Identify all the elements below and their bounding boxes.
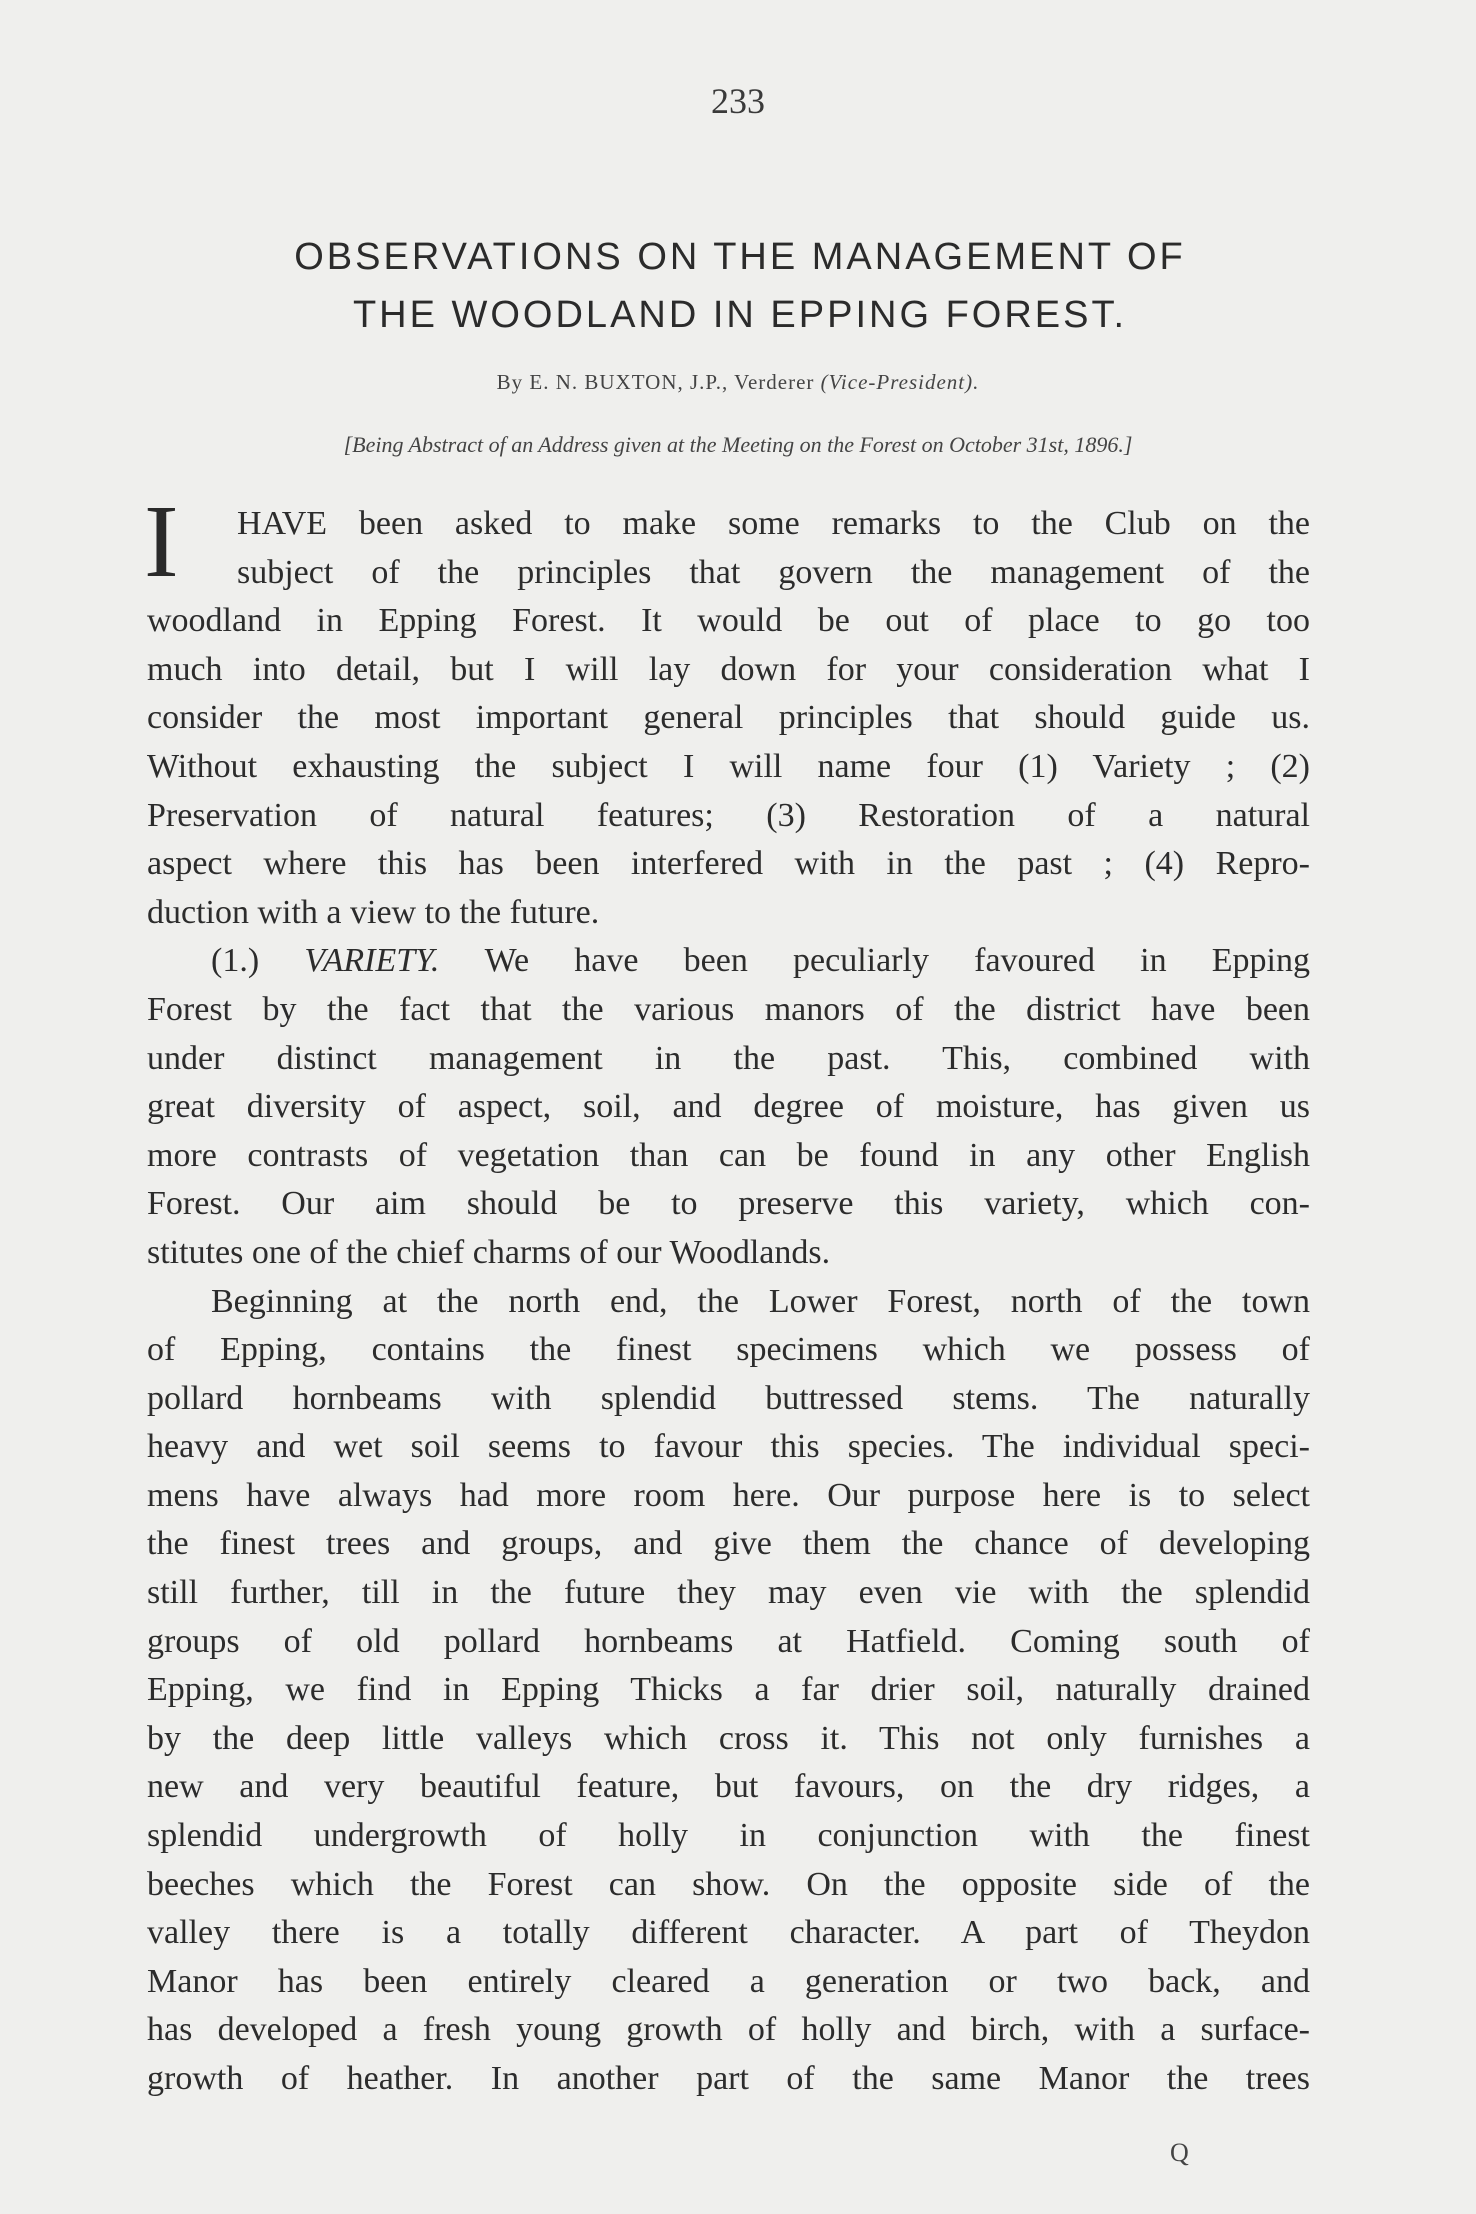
drop-cap: I: [144, 484, 179, 599]
text-line: [147, 937, 1310, 986]
epping-paragraph: [147, 1278, 1310, 2104]
text-line: subject of the principles that govern the management of the: [237, 553, 1310, 591]
text-line: duction with a view to the future.: [147, 893, 600, 931]
text-line: Forest by the fact that the various manors of the district have been: [147, 990, 1310, 1028]
text-line: HAVE been asked to make some remarks to the Club on the: [237, 505, 1310, 542]
text-line: stitutes one of the chief charms of our Woodlands.: [147, 1233, 831, 1271]
text-line: heavy and wet soil seems to favour this species. The individual speci-: [147, 1428, 1310, 1466]
section-number: (1.): [211, 942, 305, 980]
text-line: of Epping, contains the finest specimens which we possess of: [147, 1331, 1310, 1369]
page-number: 233: [711, 81, 765, 121]
text-line: under distinct management in the past. This, combined with: [147, 1039, 1310, 1077]
address-note: [Being Abstract of an Address given at the Meeting on the Forest on October 31st, 1896.]: [343, 432, 1133, 457]
text-line: by the deep little valleys which cross it. This not only furnishes a: [147, 1719, 1310, 1757]
text-line: still further, till in the future they may even vie with the splendid: [147, 1574, 1310, 1612]
text-line: has developed a fresh young growth of holly and birch, with a surface-: [147, 2011, 1310, 2049]
text-line: Without exhausting the subject I will name four (1) Variety ; (2): [147, 747, 1310, 785]
variety-paragraph: [147, 937, 1310, 1277]
first-paragraph: [144, 484, 1310, 937]
article-title-line-2: THE WOODLAND IN EPPING FOREST.: [352, 294, 1128, 336]
text-line: groups of old pollard hornbeams at Hatfield. Coming south of: [147, 1622, 1310, 1660]
author-role: (Vice-President).: [820, 370, 980, 394]
body-text: [144, 484, 1311, 2104]
text-line: growth of heather. In another part of the same Manor the trees: [147, 2060, 1310, 2097]
text-line: Epping, we find in Epping Thicks a far drier soil, naturally drained: [147, 1671, 1310, 1709]
text-line: the finest trees and groups, and give them the chance of developing: [147, 1525, 1310, 1563]
text-line: Preservation of natural features; (3) Restoration of a natural: [147, 796, 1310, 834]
signature-mark: Q: [1170, 2138, 1189, 2167]
text-line: woodland in Epping Forest. It would be out of place to go too: [147, 602, 1310, 640]
text-line: valley there is a totally different character. A part of Theydon: [147, 1914, 1310, 1952]
text-line: new and very beautiful feature, but favours, on the dry ridges, a: [147, 1768, 1310, 1806]
text-line: great diversity of aspect, soil, and degree of moisture, has given us: [147, 1088, 1310, 1126]
text-line: splendid undergrowth of holly in conjunction with the finest: [147, 1817, 1310, 1855]
text-line: beeches which the Forest can show. On the opposite side of the: [147, 1865, 1310, 1903]
text-line: pollard hornbeams with splendid buttressed stems. The naturally: [147, 1379, 1310, 1417]
author-name: By E. N. BUXTON, J.P., Verderer: [496, 370, 821, 394]
section-text: We have been peculiarly favoured in Epping: [484, 942, 1311, 980]
text-line: Forest. Our aim should be to preserve this variety, which con-: [147, 1185, 1310, 1223]
text-line: consider the most important general principles that should guide us.: [147, 699, 1310, 737]
text-line: much into detail, but I will lay down for your consideration what I: [147, 650, 1310, 688]
text-line: aspect where this has been interfered with in the past ; (4) Repro-: [147, 845, 1310, 883]
section-heading: VARIETY.: [304, 942, 440, 980]
text-line: mens have always had more room here. Our purpose here is to select: [147, 1476, 1310, 1514]
text-line: Manor has been entirely cleared a generation or two back, and: [147, 1962, 1310, 2000]
article-title-line-1: OBSERVATIONS ON THE MANAGEMENT OF: [294, 236, 1186, 278]
article-title: [140, 228, 1340, 344]
author-byline: [0, 370, 1476, 395]
text-line: Beginning at the north end, the Lower Forest, north of the town: [211, 1282, 1310, 1320]
text-line: more contrasts of vegetation than can be found in any other English: [147, 1136, 1310, 1174]
